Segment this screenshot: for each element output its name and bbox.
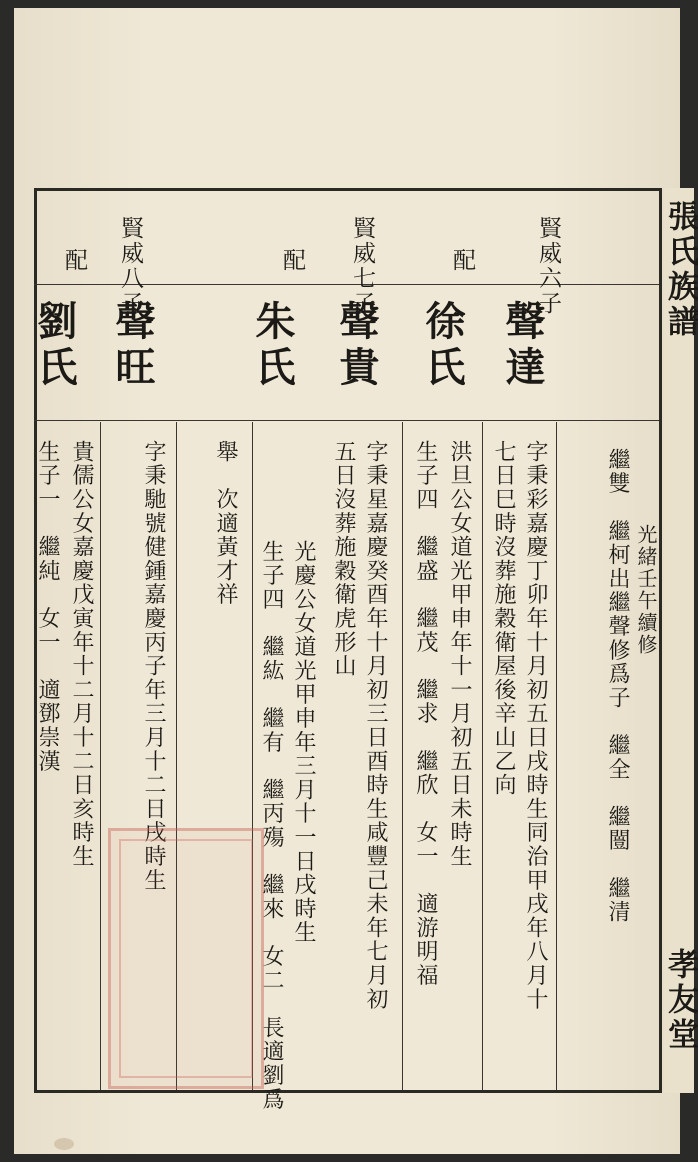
- frame-bottom-border: [34, 1090, 662, 1093]
- column-divider: [402, 422, 403, 1090]
- column-divider: [482, 422, 483, 1090]
- entry-2-relation: 賢威七子: [349, 216, 375, 316]
- entry-2-bio-line-2: 五日沒葬施穀衛虎形山: [331, 440, 356, 678]
- hall-name: 孝友堂: [662, 948, 698, 1053]
- entry-3-bio-line-3: 生子一 繼純 女一 適鄧崇漢: [35, 440, 60, 774]
- entry-2-spouse-label: 配: [279, 248, 305, 273]
- frame-top-border: [34, 188, 662, 191]
- entry-3-bio-line-1: 字秉馳號健鍾嘉慶丙子年三月十二日戌時生: [141, 440, 166, 893]
- entry-2-bio-line-5: 舉 次適黃才祥: [213, 440, 238, 607]
- entry-1-name: 聲達: [499, 300, 546, 392]
- genealogy-page: [14, 8, 698, 1154]
- entry-1-relation: 賢威六子: [535, 216, 561, 316]
- entry-1-wife: 徐氏: [419, 300, 466, 392]
- names-rule: [34, 420, 659, 421]
- book-title: 張氏族譜: [662, 200, 698, 340]
- entry-2-bio-line-3: 光慶公女道光甲申年三月十一日戌時生: [291, 540, 316, 945]
- entry-2-bio-line-1: 字秉星嘉慶癸酉年十月初三日酉時生咸豐己未年七月初: [363, 440, 388, 1012]
- entry-1-bio-line-1: 字秉彩嘉慶丁卯年十月初五日戌時生同治甲戌年八月十: [523, 440, 548, 1012]
- entry-1-spouse-label: 配: [449, 248, 475, 273]
- entry-1-bio-line-4: 生子四 繼盛 繼茂 繼求 繼欣 女一 適游明福: [413, 440, 438, 988]
- column-divider: [556, 422, 557, 1090]
- seal-stamp-inner: [119, 839, 253, 1078]
- paper-stain: [54, 1138, 74, 1150]
- preface-line: 繼雙 繼柯出繼聲修爲子 繼全 繼闓 繼清: [605, 448, 630, 924]
- entry-3-relation: 賢威八子: [117, 216, 143, 316]
- entry-2-bio-line-4: 生子四 繼紘 繼有 繼丙殤 繼來 女二 長適劉爲: [259, 540, 284, 1112]
- side-margin-band: [662, 188, 698, 1093]
- entry-1-bio-line-3: 洪旦公女道光甲申年十一月初五日未時生: [447, 440, 472, 869]
- entry-1-bio-line-2: 七日巳時沒葬施穀衛屋後辛山乙向: [491, 440, 516, 797]
- entry-3-bio-line-2: 貴儒公女嘉慶戊寅年十二月十二日亥時生: [69, 440, 94, 869]
- revision-note: 光緒壬午續修: [634, 524, 658, 656]
- entry-2-name: 聲貴: [333, 300, 380, 392]
- entry-3-spouse-label: 配: [61, 248, 87, 273]
- entry-3-wife: 劉氏: [31, 300, 78, 392]
- seal-stamp: [108, 828, 264, 1089]
- column-divider: [100, 422, 101, 1090]
- entry-2-wife: 朱氏: [249, 300, 296, 392]
- entry-3-name: 聲旺: [109, 300, 156, 392]
